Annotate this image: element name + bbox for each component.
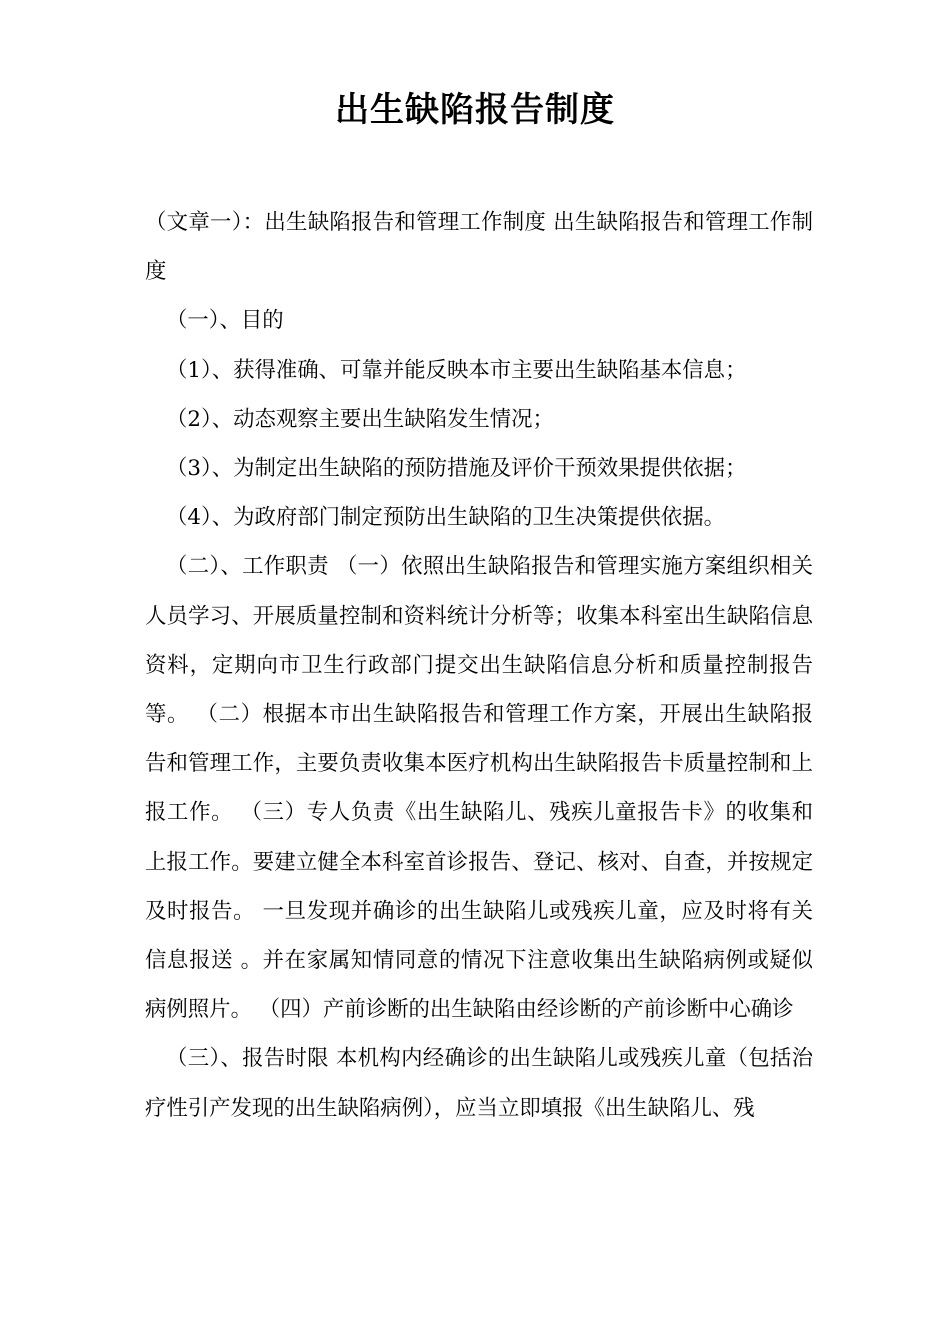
paragraph-purpose-1: （1）、获得准确、可靠并能反映本市主要出生缺陷基本信息；: [166, 357, 747, 383]
paragraph-purpose-3: （3）、为制定出生缺陷的预防措施及评价干预效果提供依据；: [166, 456, 747, 482]
paragraph-section-duties: （二）、工作职责 （一）依照出生缺陷报告和管理实施方案组织相关人员学习、开展质量控制和资料统计分析等；收集本科室出生缺陷信息资料，定期向市卫生行政部门提交出生缺陷信息分析和质量控制报告等。 （二）根据本市出生缺陷报告和管理工作方案，开展出生缺陷报告和管理工作，主要负责收集本医疗机构出生缺陷报告卡质量控制和上报工作。 （三）专人负责《出生缺陷儿、残疾儿童报告卡》的收集和上报工作。要建立健全本科室首诊报告、登记、核对、自查，并按规定及时报告。 一旦发现并确诊的出生缺陷儿或残疾儿童，应及时将有关信息报送 。并在家属知情同意的情况下注意收集出生缺陷病例或疑似病例照片。 （四）产前诊断的出生缺陷由经诊断的产前诊断中心确诊: [145, 554, 813, 1023]
paragraph-section-time-limit: （三）、报告时限 本机构内经确诊的出生缺陷儿或残疾儿童（包括治疗性引产发现的出生缺陷病例），应当立即填报《出生缺陷儿、残: [145, 1046, 813, 1121]
paragraph-purpose-4: （4）、为政府部门制定预防出生缺陷的卫生决策提供依据。: [166, 505, 726, 531]
document-body: [145, 198, 813, 1133]
paragraph-purpose-2: （2）、动态观察主要出生缺陷发生情况；: [166, 406, 554, 432]
document-title: 出生缺陷报告制度: [335, 90, 615, 130]
paragraph-section-purpose: （一）、目的: [166, 308, 284, 334]
paragraph-intro: （文章一）：出生缺陷报告和管理工作制度 出生缺陷报告和管理工作制度: [145, 210, 813, 285]
